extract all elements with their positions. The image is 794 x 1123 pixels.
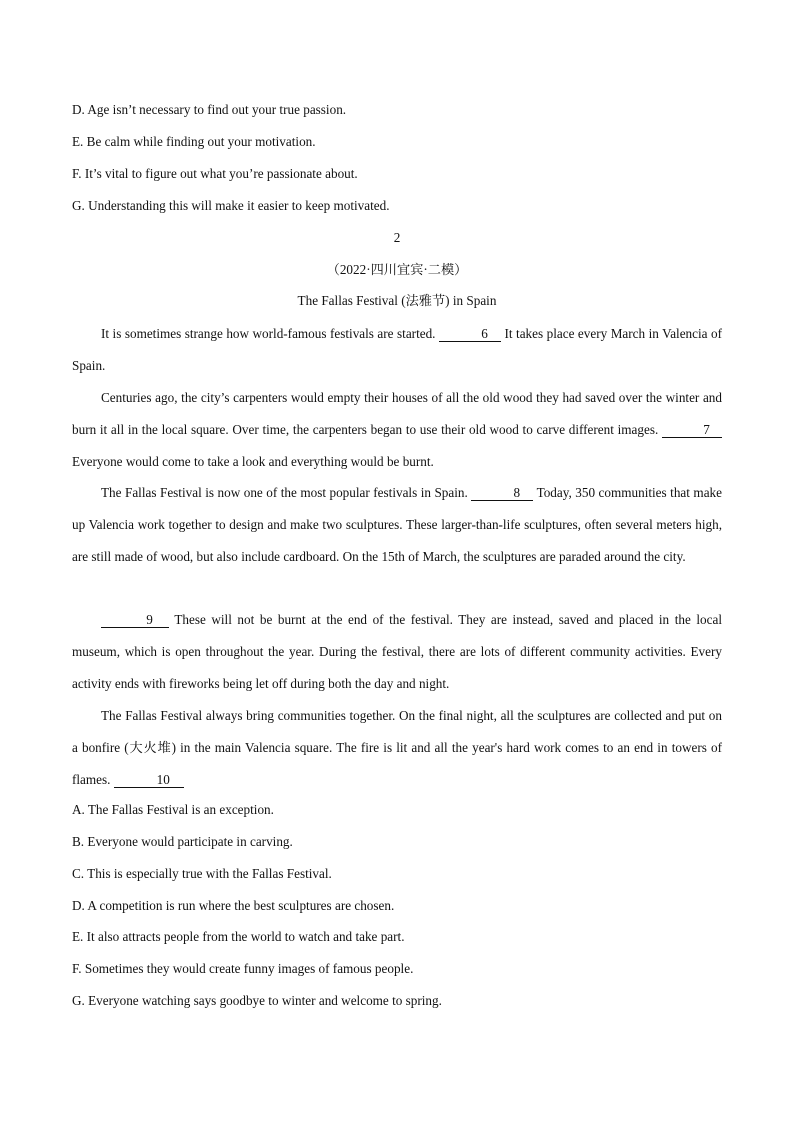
option-d: D. A competition is run where the best sculptures are chosen. <box>72 898 395 913</box>
prev-option-e: E. Be calm while finding out your motivation. <box>72 134 316 149</box>
blank-6[interactable]: 6 <box>439 327 501 342</box>
prev-option-d: D. Age isn’t necessary to find out your true passion. <box>72 102 347 117</box>
section-number: 2 <box>393 230 401 245</box>
prev-option-g: G. Understanding this will make it easier to keep motivated. <box>72 198 390 213</box>
blank-8[interactable]: 8 <box>471 486 533 501</box>
option-g: G. Everyone watching says goodbye to winter and welcome to spring. <box>72 993 442 1008</box>
passage-title: The Fallas Festival (法雅节) in Spain <box>297 293 497 308</box>
prev-option-f: F. It’s vital to figure out what you’re passionate about. <box>72 166 358 181</box>
blank-9[interactable]: 9 <box>101 613 169 628</box>
option-b: B. Everyone would participate in carving. <box>72 834 293 849</box>
paragraph-1-text-a: It is sometimes strange how world-famous festivals are started. <box>101 326 436 341</box>
option-f: F. Sometimes they would create funny images of famous people. <box>72 961 414 976</box>
blank-7[interactable]: 7 <box>662 423 722 438</box>
paragraph-5 <box>72 700 722 795</box>
section-source: （2022·四川宜宾·二模） <box>326 262 468 277</box>
option-c: C. This is especially true with the Fallas Festival. <box>72 866 332 881</box>
blank-10[interactable]: 10 <box>114 773 184 788</box>
paragraph-1 <box>72 318 722 382</box>
paragraph-3-text-a: The Fallas Festival is now one of the most popular festivals in Spain. <box>101 485 468 500</box>
paragraph-2-text-b: Everyone would come to take a look and everything would be burnt. <box>72 453 434 469</box>
paragraph-4 <box>72 604 722 699</box>
option-a: A. The Fallas Festival is an exception. <box>72 802 274 817</box>
paragraph-1-text-b: It takes place every March in Valencia of Spain. <box>72 326 723 373</box>
paragraph-2-text-a: Centuries ago, the city’s carpenters would empty their houses of all the old wood they had saved over the winter and burn it all in the local square. Over time, the carpenters began to use their old wood to carve different images. <box>72 390 722 437</box>
paragraph-4-text-b: These will not be burnt at the end of the festival. They are instead, saved and placed in the local museum, which is open throughout the year. During the festival, there are lots of different community activities. Every activity ends with fireworks being let off during both the day and night. <box>72 612 722 691</box>
paragraph-3 <box>72 477 722 572</box>
paragraph-2 <box>72 382 722 477</box>
paragraph-3-text-b: Today, 350 communities that make up Valencia work together to design and make two sculptures. These larger-than-life sculptures, often several meters high, are still made of wood, but also include cardboard. On the 15th of March, the sculptures are paraded around the city. <box>72 485 722 564</box>
option-e: E. It also attracts people from the world to watch and take part. <box>72 929 405 944</box>
paragraph-5-text-a: The Fallas Festival always bring communities together. On the final night, all the sculptures are collected and put on a bonfire (大火堆) in the main Valencia square. The fire is lit and all the year's hard work comes to an end in towers of flames. <box>72 708 722 787</box>
